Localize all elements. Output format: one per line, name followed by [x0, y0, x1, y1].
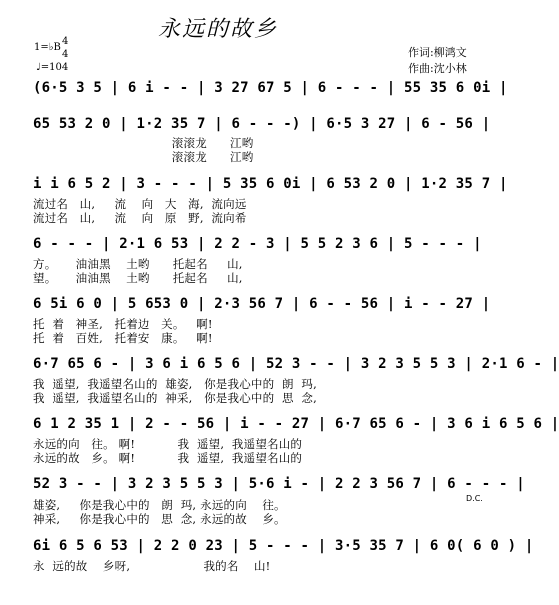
- lyric-row-5a: 托 着 神圣, 托着边 关。 啊!: [33, 317, 213, 331]
- lyric-row-3b: 流过名 山, 流 向 原 野, 流向希: [33, 211, 247, 225]
- notation-row-2: 65 53 2 0 | 1·2 35 7 | 6 - - -) | 6·5 3 27 | 6 - 56 |: [33, 116, 491, 132]
- lyricist-credit: 作词:柳鸿文: [408, 46, 467, 59]
- key-signature: 1=♭B: [34, 42, 61, 53]
- composer-credit: 作曲:沈小林: [408, 62, 467, 75]
- lyric-row-9a: 永 远的故 乡呀, 我的名 山!: [33, 559, 271, 573]
- notation-row-1: (6·5 3 5 | 6 i - - | 3 27 67 5 | 6 - - - | 55 35 6 0i |: [33, 80, 508, 96]
- lyric-row-5b: 托 着 百姓, 托着安 康。 啊!: [33, 331, 213, 345]
- lyric-row-2a: 滚滚龙 江哟: [33, 136, 254, 150]
- lyric-row-6b: 我 遥望, 我遥望名山的 神采, 你是我心中的 思 念,: [33, 391, 317, 405]
- lyric-row-7b: 永远的故 乡。 啊! 我 遥望, 我遥望名山的: [33, 451, 303, 465]
- lyric-row-3a: 流过名 山, 流 向 大 海, 流向远: [33, 197, 247, 211]
- lyric-row-4a: 方。 油油黑 土哟 托起名 山,: [33, 257, 243, 271]
- song-title: 永远的故乡: [158, 17, 279, 42]
- lyric-row-7a: 永远的向 往。 啊! 我 遥望, 我遥望名山的: [33, 437, 303, 451]
- time-signature-top: 4: [62, 36, 69, 47]
- tempo-marking: ♩=104: [36, 62, 69, 73]
- dc-mark: D.C.: [466, 494, 483, 503]
- lyric-row-8b: 神采, 你是我心中的 思 念, 永远的故 乡。: [33, 512, 286, 526]
- lyric-row-2b: 滚滚龙 江哟: [33, 150, 254, 164]
- notation-row-8: 52 3 - - | 3 2 3 5 5 3 | 5·6 i - | 2 2 3 56 7 | 6 - - - |: [33, 476, 525, 492]
- notation-row-9: 6i 6 5 6 53 | 2 2 0 23 | 5 - - - | 3·5 35 7 | 6 0( 6 0 ) |: [33, 538, 534, 554]
- lyric-row-4b: 望。 油油黑 土哟 托起名 山,: [33, 271, 243, 285]
- lyric-row-8a: 雄姿, 你是我心中的 朗 玛, 永远的向 往。: [33, 498, 286, 512]
- notation-row-6: 6·7 65 6 - | 3 6 i 6 5 6 | 52 3 - - | 3 2 3 5 5 3 | 2·1 6 - |: [33, 356, 559, 372]
- notation-row-7: 6 1 2 35 1 | 2 - - 56 | i - - 27 | 6·7 65 6 - | 3 6 i 6 5 6 |: [33, 416, 559, 432]
- lyric-row-6a: 我 遥望, 我遥望名山的 雄姿, 你是我心中的 朗 玛,: [33, 377, 317, 391]
- time-signature-bottom: 4: [62, 49, 69, 60]
- notation-row-5: 6 5i 6 0 | 5 653 0 | 2·3 56 7 | 6 - - 56 | i - - 27 |: [33, 296, 491, 312]
- notation-row-4: 6 - - - | 2·1 6 53 | 2 2 - 3 | 5 5 2 3 6 | 5 - - - |: [33, 236, 482, 252]
- notation-row-3: i i 6 5 2 | 3 - - - | 5 35 6 0i | 6 53 2 0 | 1·2 35 7 |: [33, 176, 508, 192]
